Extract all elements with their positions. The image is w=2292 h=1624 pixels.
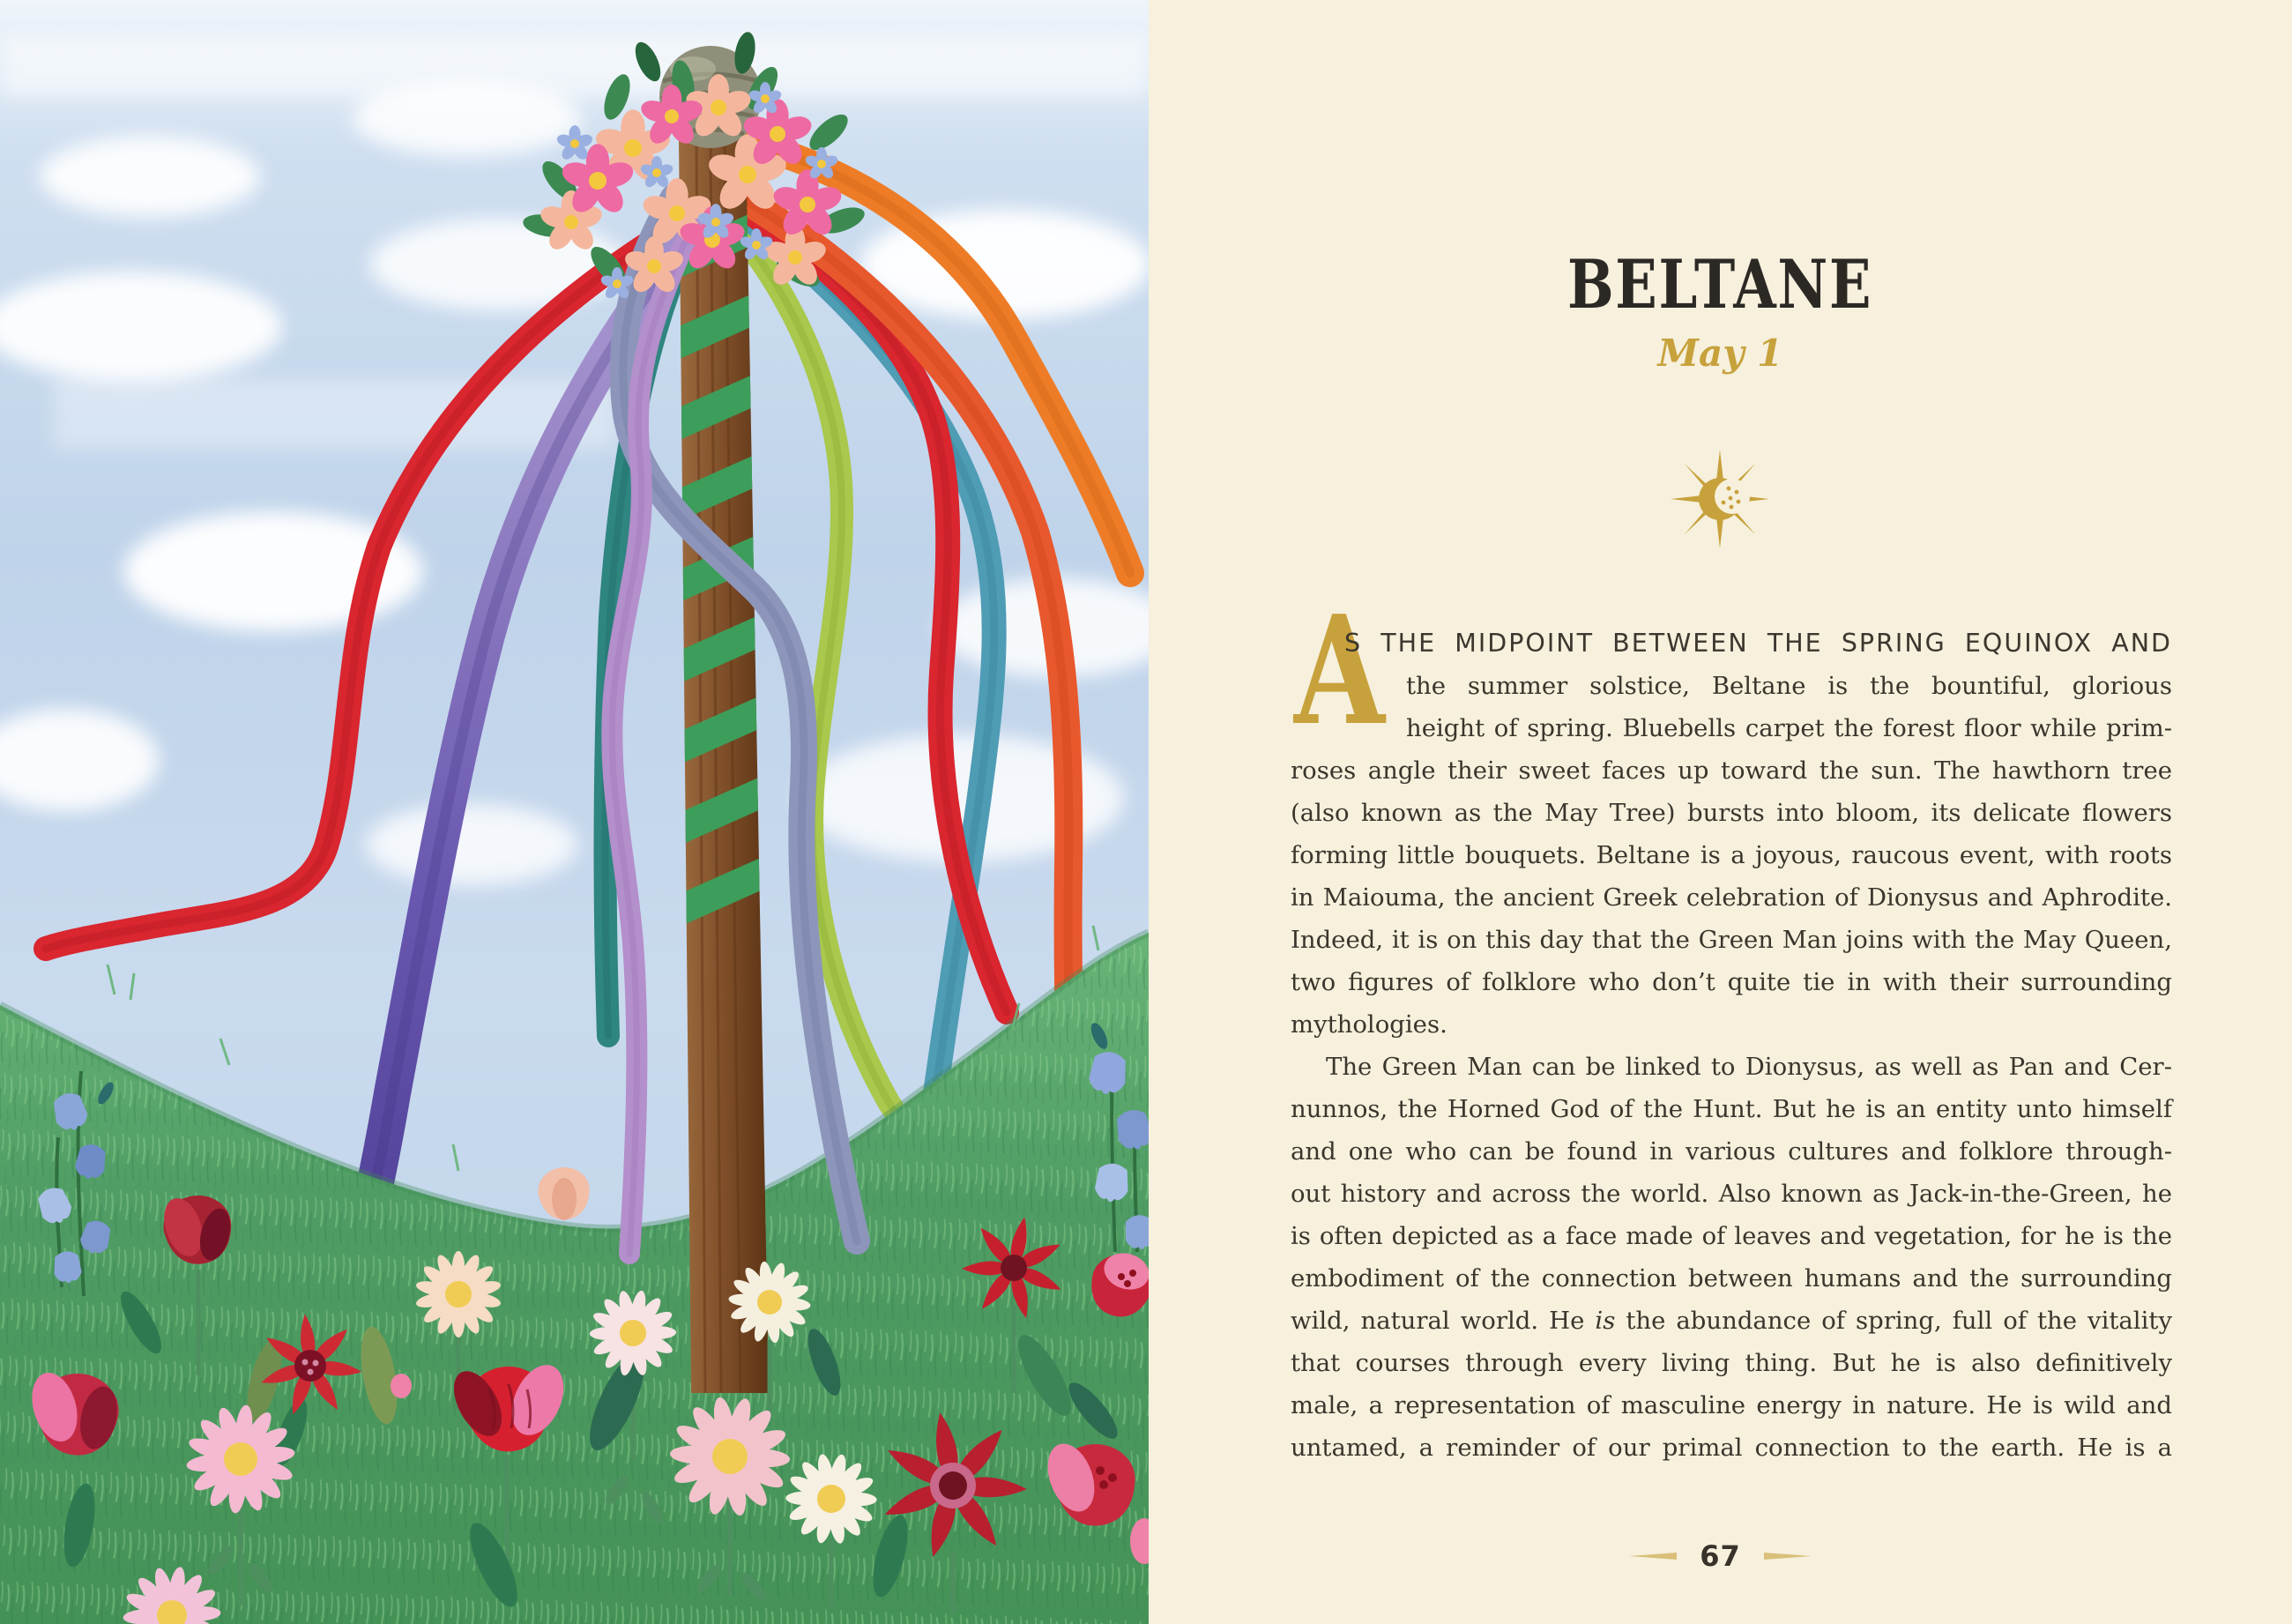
- body-line: that courses through every living thing. But he is also definitively: [1291, 1349, 2172, 1377]
- body-line: two figures of folklore who don’t quite tie in with their surrounding: [1291, 968, 2172, 996]
- body-line: is often depicted as a face made of leaves and vegetation, for he is the: [1291, 1222, 2172, 1250]
- folio-dash-right: [1764, 1553, 1812, 1560]
- body-line: out history and across the world. Also known as Jack-in-the-Green, he: [1291, 1180, 2172, 1208]
- body-line: height of spring. Bluebells carpet the forest floor while prim-: [1406, 714, 2172, 742]
- folio-dash-left: [1629, 1553, 1677, 1560]
- body-line: nunnos, the Horned God of the Hunt. But he is an entity unto himself: [1291, 1095, 2172, 1123]
- body-line: embodiment of the connection between humans and the surrounding: [1291, 1264, 2172, 1292]
- body-line: in Maiouma, the ancient Greek celebration of Dionysus and Aphrodite.: [1291, 883, 2172, 912]
- body-line: forming little bouquets. Beltane is a joyous, raucous event, with roots: [1291, 841, 2172, 869]
- book-page: [1149, 0, 2292, 1624]
- page-number: 67: [1700, 1539, 1741, 1573]
- body-line: wild, natural world. He is the abundance of spring, full of the vitality: [1291, 1307, 2172, 1335]
- body-line: untamed, a reminder of our primal connection to the earth. He is a: [1291, 1434, 2172, 1462]
- body-line: the summer solstice, Beltane is the bountiful, glorious: [1406, 672, 2172, 700]
- body-line: The Green Man can be linked to Dionysus, as well as Pan and Cer-: [1326, 1053, 2172, 1081]
- body-line: male, a representation of masculine energy in nature. He is wild and: [1291, 1391, 2172, 1419]
- body-line: Indeed, it is on this day that the Green Man joins with the May Queen,: [1291, 926, 2172, 954]
- pink-bud: [391, 1374, 412, 1398]
- sun-moon-icon: [1667, 446, 1773, 552]
- body-line: mythologies.: [1291, 1010, 1447, 1039]
- page-subtitle: May 1: [1657, 332, 1783, 375]
- body-line: and one who can be found in various cultures and folklore through-: [1291, 1137, 2172, 1166]
- page-footer: [1149, 1539, 2292, 1573]
- drop-cap: A: [1294, 583, 1385, 759]
- body-line: S THE MIDPOINT BETWEEN THE SPRING EQUINOX AND: [1344, 629, 2172, 658]
- body-line: roses angle their sweet faces up toward the sun. The hawthorn tree: [1291, 756, 2172, 785]
- page-title: BELTANE: [1567, 245, 1873, 324]
- body-line: (also known as the May Tree) bursts into bloom, its delicate flowers: [1291, 799, 2172, 827]
